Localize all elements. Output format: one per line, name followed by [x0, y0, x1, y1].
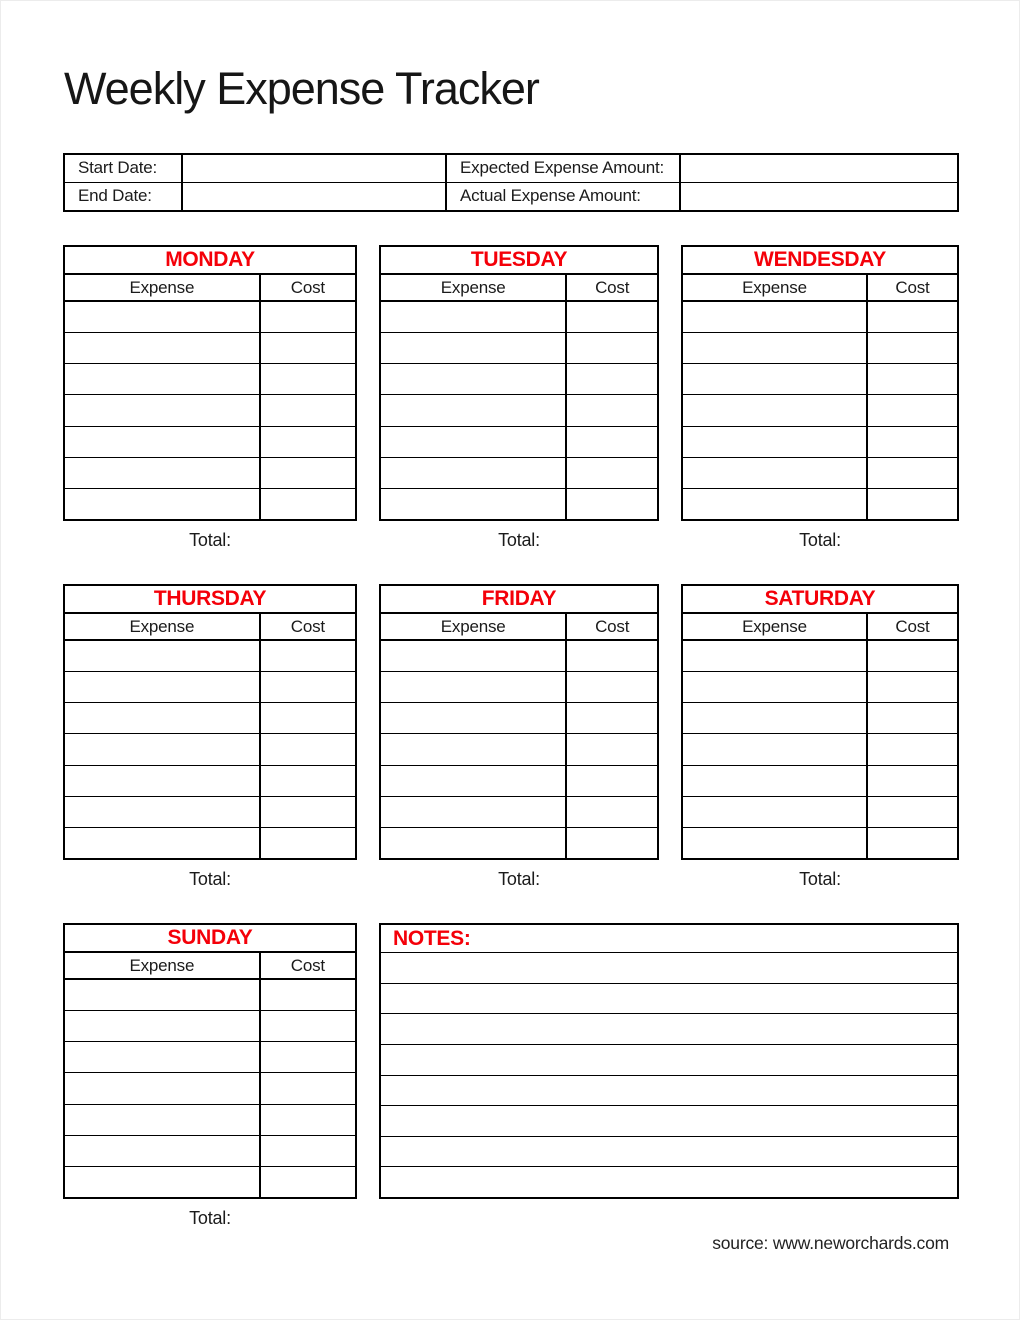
actual-expense-value[interactable]	[681, 183, 957, 211]
expense-cell[interactable]	[381, 641, 567, 671]
cost-cell[interactable]	[868, 364, 957, 394]
cost-column-header: Cost	[595, 277, 630, 297]
table-row	[683, 427, 957, 458]
table-row	[683, 395, 957, 426]
cost-cell[interactable]	[567, 333, 657, 363]
table-row	[65, 1073, 355, 1104]
expense-cell[interactable]	[65, 427, 261, 457]
expense-cell[interactable]	[65, 734, 261, 764]
expense-cell[interactable]	[381, 797, 567, 827]
cost-column-header: Cost	[290, 955, 325, 975]
table-row	[65, 1167, 355, 1197]
table-row	[381, 828, 657, 858]
total-label: Total:	[498, 869, 540, 889]
cost-cell[interactable]	[261, 458, 355, 488]
table-row	[381, 734, 657, 765]
cost-cell[interactable]	[567, 364, 657, 394]
table-row	[381, 703, 657, 734]
day-title-monday: MONDAY	[65, 247, 355, 275]
notes-label: NOTES:	[381, 925, 957, 953]
notes-line[interactable]	[381, 1167, 957, 1197]
cost-cell[interactable]	[261, 1167, 355, 1197]
table-row	[65, 980, 355, 1011]
week-grid	[63, 245, 959, 1262]
source-credit: source: www.neworchards.com	[712, 1233, 949, 1253]
cost-column-header: Cost	[290, 616, 325, 636]
expense-cell[interactable]	[683, 672, 868, 702]
table-row	[65, 1136, 355, 1167]
expense-column-header: Expense	[65, 614, 261, 639]
table-row	[65, 1042, 355, 1073]
wendesday-table	[681, 245, 959, 521]
cost-cell[interactable]	[868, 703, 957, 733]
cost-cell[interactable]	[868, 427, 957, 457]
tuesday-table	[379, 245, 659, 521]
cost-cell[interactable]	[868, 672, 957, 702]
table-row	[381, 395, 657, 426]
cost-cell[interactable]	[868, 828, 957, 858]
cost-cell[interactable]	[261, 1105, 355, 1135]
table-row	[65, 364, 355, 395]
start-date-label: Start Date:	[65, 155, 183, 183]
cost-cell[interactable]	[567, 828, 657, 858]
total-label: Total:	[189, 1208, 231, 1228]
notes-line[interactable]	[381, 1106, 957, 1137]
notes-line[interactable]	[381, 984, 957, 1015]
expense-cell[interactable]	[381, 828, 567, 858]
end-date-label: End Date:	[65, 183, 183, 211]
cost-cell[interactable]	[261, 302, 355, 332]
cost-cell[interactable]	[261, 641, 355, 671]
expense-cell[interactable]	[65, 489, 261, 519]
cost-cell[interactable]	[567, 641, 657, 671]
table-row	[683, 458, 957, 489]
cost-cell[interactable]	[567, 489, 657, 519]
cost-cell[interactable]	[261, 734, 355, 764]
table-row	[65, 395, 355, 426]
expense-column-header: Expense	[683, 614, 868, 639]
day-block-monday	[63, 245, 357, 584]
cost-cell[interactable]	[567, 672, 657, 702]
cost-cell[interactable]	[567, 766, 657, 796]
table-row	[381, 458, 657, 489]
table-row	[683, 766, 957, 797]
cost-cell[interactable]	[261, 333, 355, 363]
table-row	[65, 703, 355, 734]
table-row	[381, 797, 657, 828]
day-title-thursday: THURSDAY	[65, 586, 355, 614]
table-row	[381, 766, 657, 797]
summary-table	[63, 153, 959, 212]
total-label: Total:	[498, 530, 540, 550]
notes-line[interactable]	[381, 1045, 957, 1076]
table-row	[65, 734, 355, 765]
expense-cell[interactable]	[65, 333, 261, 363]
table-row	[65, 672, 355, 703]
expense-cell[interactable]	[683, 828, 868, 858]
table-row	[65, 641, 355, 672]
cost-cell[interactable]	[261, 703, 355, 733]
expense-column-header: Expense	[381, 275, 567, 300]
expense-cell[interactable]	[381, 703, 567, 733]
cost-cell[interactable]	[261, 1073, 355, 1103]
expense-cell[interactable]	[381, 766, 567, 796]
table-row	[381, 302, 657, 333]
expense-cell[interactable]	[683, 364, 868, 394]
expense-cell[interactable]	[683, 302, 868, 332]
cost-cell[interactable]	[868, 734, 957, 764]
cost-cell[interactable]	[261, 980, 355, 1010]
cost-column-header: Cost	[895, 277, 930, 297]
table-row	[683, 364, 957, 395]
expense-cell[interactable]	[65, 828, 261, 858]
end-date-value[interactable]	[183, 183, 447, 211]
day-title-friday: FRIDAY	[381, 586, 657, 614]
cost-cell[interactable]	[868, 395, 957, 425]
table-row	[683, 333, 957, 364]
cost-cell[interactable]	[868, 797, 957, 827]
cost-cell[interactable]	[261, 1011, 355, 1041]
expense-cell[interactable]	[65, 1011, 261, 1041]
cost-cell[interactable]	[868, 302, 957, 332]
cost-column-header: Cost	[290, 277, 325, 297]
cost-cell[interactable]	[261, 797, 355, 827]
cost-cell[interactable]	[567, 703, 657, 733]
expense-column-header: Expense	[65, 953, 261, 978]
expense-cell[interactable]	[683, 427, 868, 457]
expense-cell[interactable]	[65, 672, 261, 702]
cost-cell[interactable]	[868, 766, 957, 796]
expense-cell[interactable]	[65, 766, 261, 796]
cost-cell[interactable]	[567, 427, 657, 457]
day-title-sunday: SUNDAY	[65, 925, 355, 953]
expense-column-header: Expense	[683, 275, 868, 300]
day-block-saturday	[681, 584, 959, 923]
friday-table	[379, 584, 659, 860]
expense-cell[interactable]	[65, 395, 261, 425]
table-row	[381, 333, 657, 364]
expense-cell[interactable]	[683, 734, 868, 764]
table-row	[683, 734, 957, 765]
expense-column-header: Expense	[65, 275, 261, 300]
cost-cell[interactable]	[868, 458, 957, 488]
table-row	[683, 302, 957, 333]
expense-cell[interactable]	[65, 1105, 261, 1135]
cost-cell[interactable]	[567, 797, 657, 827]
table-row	[65, 797, 355, 828]
page-title: Weekly Expense Tracker	[64, 63, 539, 114]
notes-line[interactable]	[381, 1014, 957, 1045]
table-row	[65, 828, 355, 858]
expense-cell[interactable]	[65, 980, 261, 1010]
cost-cell[interactable]	[868, 333, 957, 363]
expense-cell[interactable]	[683, 766, 868, 796]
cost-cell[interactable]	[261, 364, 355, 394]
total-label: Total:	[799, 530, 841, 550]
expected-expense-label: Expected Expense Amount:	[447, 155, 681, 183]
table-row	[683, 672, 957, 703]
cost-column-header: Cost	[595, 616, 630, 636]
table-row	[381, 672, 657, 703]
expense-cell[interactable]	[381, 489, 567, 519]
cost-cell[interactable]	[567, 395, 657, 425]
cost-cell[interactable]	[567, 734, 657, 764]
expense-cell[interactable]	[65, 797, 261, 827]
day-title-wendesday: WENDESDAY	[683, 247, 957, 275]
cost-cell[interactable]	[567, 458, 657, 488]
cost-cell[interactable]	[261, 672, 355, 702]
expense-cell[interactable]	[65, 703, 261, 733]
expense-cell[interactable]	[65, 1042, 261, 1072]
expense-cell[interactable]	[381, 458, 567, 488]
expense-cell[interactable]	[65, 641, 261, 671]
expense-cell[interactable]	[381, 395, 567, 425]
expense-cell[interactable]	[65, 1073, 261, 1103]
expense-cell[interactable]	[381, 302, 567, 332]
start-date-value[interactable]	[183, 155, 447, 183]
expense-cell[interactable]	[381, 672, 567, 702]
day-title-saturday: SATURDAY	[683, 586, 957, 614]
day-block-wendesday	[681, 245, 959, 584]
expense-cell[interactable]	[381, 734, 567, 764]
expense-cell[interactable]	[381, 427, 567, 457]
notes-line[interactable]	[381, 1137, 957, 1168]
cost-cell[interactable]	[261, 828, 355, 858]
cost-cell[interactable]	[261, 489, 355, 519]
saturday-table	[681, 584, 959, 860]
expense-cell[interactable]	[683, 395, 868, 425]
cost-cell[interactable]	[868, 641, 957, 671]
table-row	[65, 489, 355, 519]
expense-cell[interactable]	[381, 364, 567, 394]
total-label: Total:	[189, 530, 231, 550]
cost-cell[interactable]	[261, 1136, 355, 1166]
sunday-table	[63, 923, 357, 1199]
expected-expense-value[interactable]	[681, 155, 957, 183]
table-row	[65, 1011, 355, 1042]
expense-cell[interactable]	[683, 458, 868, 488]
expense-cell[interactable]	[683, 489, 868, 519]
notes-box	[379, 923, 959, 1199]
monday-table	[63, 245, 357, 521]
table-row	[65, 333, 355, 364]
table-row	[381, 364, 657, 395]
day-block-friday	[379, 584, 659, 923]
table-row	[381, 427, 657, 458]
expense-cell[interactable]	[683, 797, 868, 827]
thursday-table	[63, 584, 357, 860]
cost-cell[interactable]	[261, 766, 355, 796]
cost-cell[interactable]	[261, 1042, 355, 1072]
table-row	[65, 766, 355, 797]
expense-cell[interactable]	[683, 641, 868, 671]
table-row	[65, 458, 355, 489]
notes-line[interactable]	[381, 953, 957, 984]
table-row	[683, 828, 957, 858]
table-row	[381, 641, 657, 672]
expense-cell[interactable]	[683, 703, 868, 733]
table-row	[381, 489, 657, 519]
expense-cell[interactable]	[65, 1136, 261, 1166]
day-block-tuesday	[379, 245, 659, 584]
cost-column-header: Cost	[895, 616, 930, 636]
notes-line[interactable]	[381, 1076, 957, 1107]
table-row	[683, 489, 957, 519]
day-block-sunday	[63, 923, 357, 1262]
expense-cell[interactable]	[65, 1167, 261, 1197]
actual-expense-label: Actual Expense Amount:	[447, 183, 681, 211]
total-label: Total:	[189, 869, 231, 889]
table-row	[683, 797, 957, 828]
cost-cell[interactable]	[261, 427, 355, 457]
cost-cell[interactable]	[868, 489, 957, 519]
table-row	[683, 703, 957, 734]
expense-column-header: Expense	[381, 614, 567, 639]
table-row	[683, 641, 957, 672]
cost-cell[interactable]	[261, 395, 355, 425]
table-row	[65, 1105, 355, 1136]
expense-cell[interactable]	[683, 333, 868, 363]
table-row	[65, 302, 355, 333]
table-row	[65, 427, 355, 458]
cost-cell[interactable]	[567, 302, 657, 332]
day-title-tuesday: TUESDAY	[381, 247, 657, 275]
day-block-thursday	[63, 584, 357, 923]
expense-cell[interactable]	[65, 458, 261, 488]
total-label: Total:	[799, 869, 841, 889]
expense-cell[interactable]	[381, 333, 567, 363]
expense-cell[interactable]	[65, 364, 261, 394]
expense-cell[interactable]	[65, 302, 261, 332]
notes-section	[379, 923, 959, 1262]
